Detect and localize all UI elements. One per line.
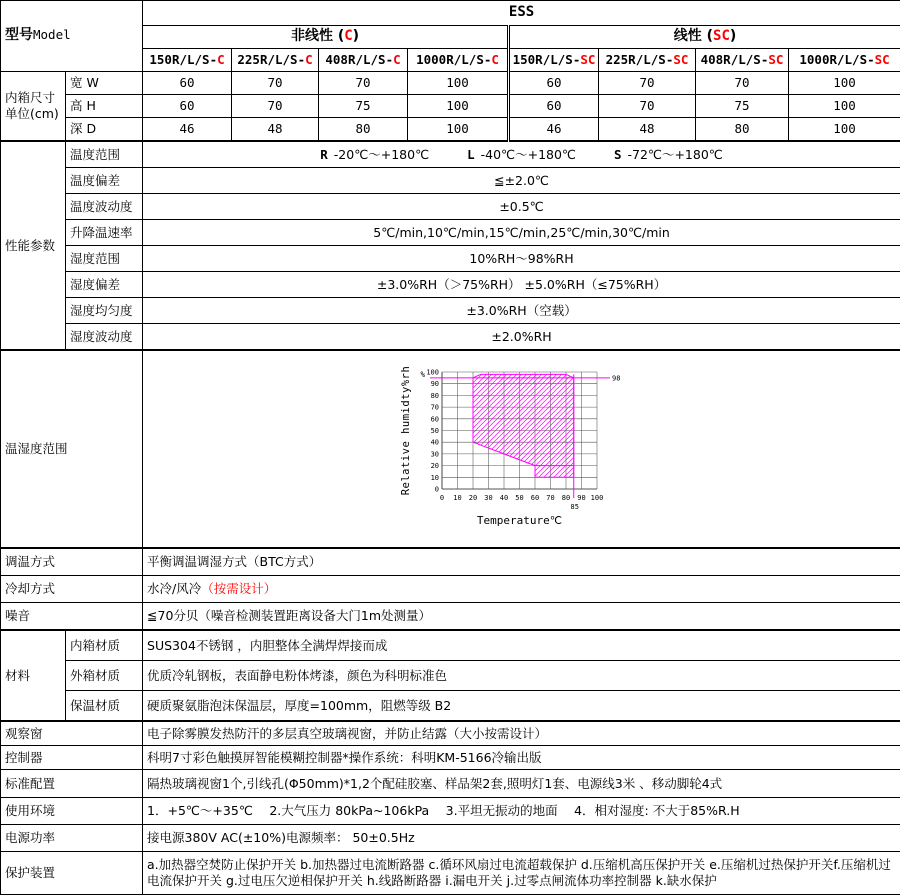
group-code-c: C bbox=[344, 28, 353, 45]
group-header-linear: 线性 (SC) bbox=[509, 26, 900, 49]
value-noise: ≦70分贝（噪音检测装置距离设备大门1m处测量） bbox=[143, 603, 900, 631]
dim-value: 48 bbox=[599, 118, 696, 142]
row-label-material: 材料 bbox=[1, 630, 66, 721]
row-label-humidity-range: 湿度范围 bbox=[66, 246, 143, 272]
dim-value: 75 bbox=[319, 95, 408, 118]
row-label-width: 宽 W bbox=[66, 72, 143, 95]
value-cooling-mode: 水冷/风冷（按需设计） bbox=[143, 576, 900, 603]
svg-text:70: 70 bbox=[545, 494, 555, 502]
svg-text:80: 80 bbox=[430, 391, 439, 400]
svg-text:90: 90 bbox=[576, 494, 586, 502]
col-header-225c: 225R/L/S-C bbox=[232, 49, 319, 72]
dim-value: 70 bbox=[599, 72, 696, 95]
value-standard-config: 隔热玻璃视窗1个,引线孔(Φ50mm)*1,2个配硅胶塞、样品架2套,照明灯1套、电源线3米 、移动脚轮4式 bbox=[143, 770, 900, 798]
value-window: 电子除雾膜发热防汗的多层真空玻璃视窗，并防止结露（大小按需设计） bbox=[143, 721, 900, 746]
dim-value: 70 bbox=[232, 95, 319, 118]
svg-text:70: 70 bbox=[430, 403, 439, 412]
value-inner-material: SUS304不锈钢 ，内胆整体全满焊焊接而成 bbox=[143, 630, 900, 661]
row-label-outer-material: 外箱材质 bbox=[66, 661, 143, 691]
svg-text:98: 98 bbox=[611, 374, 620, 383]
chart-cell bbox=[143, 350, 900, 548]
row-label-temp-humidity-range: 温湿度范围 bbox=[1, 350, 143, 548]
value-temp-fluctuation: ±0.5℃ bbox=[143, 194, 900, 220]
svg-text:10: 10 bbox=[430, 473, 439, 482]
group-header-nonlinear: 非线性 (C) bbox=[143, 26, 509, 49]
col-header-150c: 150R/L/S-C bbox=[143, 49, 232, 72]
value-humidity-uniformity: ±3.0%RH（空载） bbox=[143, 298, 900, 324]
value-environment: 1．+5℃～+35℃ 2.大气压力 80kPa~106kPa 3.平坦无振动的地面 4．相对湿度: 不大于85%R.H bbox=[143, 798, 900, 825]
row-label-cooling-mode: 冷却方式 bbox=[1, 576, 143, 603]
row-label-inner-material: 内箱材质 bbox=[66, 630, 143, 661]
col-header-225sc: 225R/L/S-SC bbox=[599, 49, 696, 72]
dim-value: 60 bbox=[509, 95, 599, 118]
svg-text:50: 50 bbox=[430, 427, 439, 435]
dim-value: 70 bbox=[696, 72, 789, 95]
svg-text:100: 100 bbox=[425, 368, 439, 377]
svg-text:Relative humidty%rh: Relative humidty%rh bbox=[399, 365, 412, 496]
dim-value: 100 bbox=[408, 118, 509, 142]
value-controller: 科明7寸彩色触摸屏智能模糊控制器*操作系统：科明KM-5166冷输出版 bbox=[143, 746, 900, 770]
svg-text:20: 20 bbox=[468, 494, 477, 502]
dim-value: 48 bbox=[232, 118, 319, 142]
row-label-power: 电源功率 bbox=[1, 825, 143, 852]
dim-value: 100 bbox=[408, 95, 509, 118]
col-header-408sc: 408R/L/S-SC bbox=[696, 49, 789, 72]
col-header-1000c: 1000R/L/S-C bbox=[408, 49, 509, 72]
row-label-insulation-material: 保温材质 bbox=[66, 691, 143, 722]
col-header-408c: 408R/L/S-C bbox=[319, 49, 408, 72]
row-label-ramp-rate: 升降温速率 bbox=[66, 220, 143, 246]
row-label-height: 高 H bbox=[66, 95, 143, 118]
cooling-note: （按需设计） bbox=[201, 581, 277, 597]
dim-value: 70 bbox=[319, 72, 408, 95]
dim-value: 70 bbox=[599, 95, 696, 118]
row-label-temp-fluctuation: 温度波动度 bbox=[66, 194, 143, 220]
svg-text:30: 30 bbox=[430, 450, 439, 459]
row-label-humidity-uniformity: 湿度均匀度 bbox=[66, 298, 143, 324]
svg-text:80: 80 bbox=[561, 494, 570, 502]
row-label-environment: 使用环境 bbox=[1, 798, 143, 825]
dim-value: 46 bbox=[143, 118, 232, 142]
value-power: 接电源380V AC(±10%)电源频率： 50±0.5Hz bbox=[143, 825, 900, 852]
svg-text:0: 0 bbox=[434, 485, 439, 494]
series-header: ESS bbox=[143, 1, 900, 26]
row-label-humidity-deviation: 湿度偏差 bbox=[66, 272, 143, 298]
svg-text:20: 20 bbox=[430, 462, 439, 471]
dim-value: 80 bbox=[319, 118, 408, 142]
row-label-protection: 保护装置 bbox=[1, 852, 143, 895]
row-label-window: 观察窗 bbox=[1, 721, 143, 746]
row-label-temp-range: 温度范围 bbox=[66, 141, 143, 168]
value-outer-material: 优质冷轧钢板，表面静电粉体烤漆，颜色为科明标准色 bbox=[143, 661, 900, 691]
svg-text:10: 10 bbox=[452, 494, 462, 502]
svg-text:30: 30 bbox=[483, 494, 493, 502]
group-code-sc: SC bbox=[713, 28, 730, 45]
dim-value: 100 bbox=[789, 72, 900, 95]
row-label-noise: 噪音 bbox=[1, 603, 143, 631]
svg-text:40: 40 bbox=[430, 438, 439, 447]
row-label-depth: 深 D bbox=[66, 118, 143, 142]
dim-value: 60 bbox=[143, 95, 232, 118]
svg-text:60: 60 bbox=[430, 415, 439, 424]
col-header-1000sc: 1000R/L/S-SC bbox=[789, 49, 900, 72]
value-temp-range: R -20℃～+180℃ L -40℃～+180℃ S -72℃～+180℃ bbox=[143, 141, 900, 168]
dim-value: 80 bbox=[696, 118, 789, 142]
svg-text:85: 85 bbox=[570, 503, 579, 511]
dim-value: 100 bbox=[789, 118, 900, 142]
dim-value: 46 bbox=[509, 118, 599, 142]
row-label-standard-config: 标准配置 bbox=[1, 770, 143, 798]
value-humidity-fluctuation: ±2.0%RH bbox=[143, 324, 900, 351]
dim-value: 60 bbox=[143, 72, 232, 95]
row-label-controller: 控制器 bbox=[1, 746, 143, 770]
svg-text:0: 0 bbox=[439, 494, 444, 502]
svg-text:100: 100 bbox=[590, 494, 603, 502]
value-humidity-deviation: ±3.0%RH（＞75%RH） ±5.0%RH（≤75%RH） bbox=[143, 272, 900, 298]
svg-text:50: 50 bbox=[514, 494, 524, 502]
model-label-zh: 型号 bbox=[5, 27, 33, 44]
col-header-150sc: 150R/L/S-SC bbox=[509, 49, 599, 72]
row-label-temp-control-mode: 调温方式 bbox=[1, 548, 143, 576]
svg-text:40: 40 bbox=[499, 494, 508, 502]
row-label-performance: 性能参数 bbox=[1, 141, 66, 350]
model-label-en: Model bbox=[33, 27, 71, 43]
dim-value: 100 bbox=[789, 95, 900, 118]
row-label-inner-dimensions: 内箱尺寸 单位(cm) bbox=[1, 72, 66, 142]
model-label-cell bbox=[1, 1, 143, 72]
dim-value: 60 bbox=[509, 72, 599, 95]
temp-humidity-range-chart bbox=[396, 360, 648, 538]
svg-text:90: 90 bbox=[430, 380, 439, 389]
value-ramp-rate: 5℃/min,10℃/min,15℃/min,25℃/min,30℃/min bbox=[143, 220, 900, 246]
dim-value: 75 bbox=[696, 95, 789, 118]
value-temp-control-mode: 平衡调温调湿方式（BTC方式） bbox=[143, 548, 900, 576]
value-temp-deviation: ≦±2.0℃ bbox=[143, 168, 900, 194]
row-label-temp-deviation: 温度偏差 bbox=[66, 168, 143, 194]
svg-text:%: % bbox=[420, 370, 425, 379]
svg-text:Temperature℃: Temperature℃ bbox=[476, 514, 562, 527]
svg-text:60: 60 bbox=[530, 494, 539, 502]
row-label-humidity-fluctuation: 湿度波动度 bbox=[66, 324, 143, 351]
value-humidity-range: 10%RH～98%RH bbox=[143, 246, 900, 272]
dim-value: 100 bbox=[408, 72, 509, 95]
value-protection: a.加热器空焚防止保护开关 b.加热器过电流断路器 c.循环风扇过电流超载保护 d.压缩机高压保护开关 e.压缩机过热保护开关f.压缩机过电流保护开关 g.过电压欠逆相保护开关 h.线路断路器 i.漏电开关 j.过零点闸流体功率控制器 k.缺水保护 bbox=[143, 852, 900, 895]
value-insulation-material: 硬质聚氨脂泡沫保温层，厚度=100mm，阻燃等级 B2 bbox=[143, 691, 900, 722]
dim-value: 70 bbox=[232, 72, 319, 95]
